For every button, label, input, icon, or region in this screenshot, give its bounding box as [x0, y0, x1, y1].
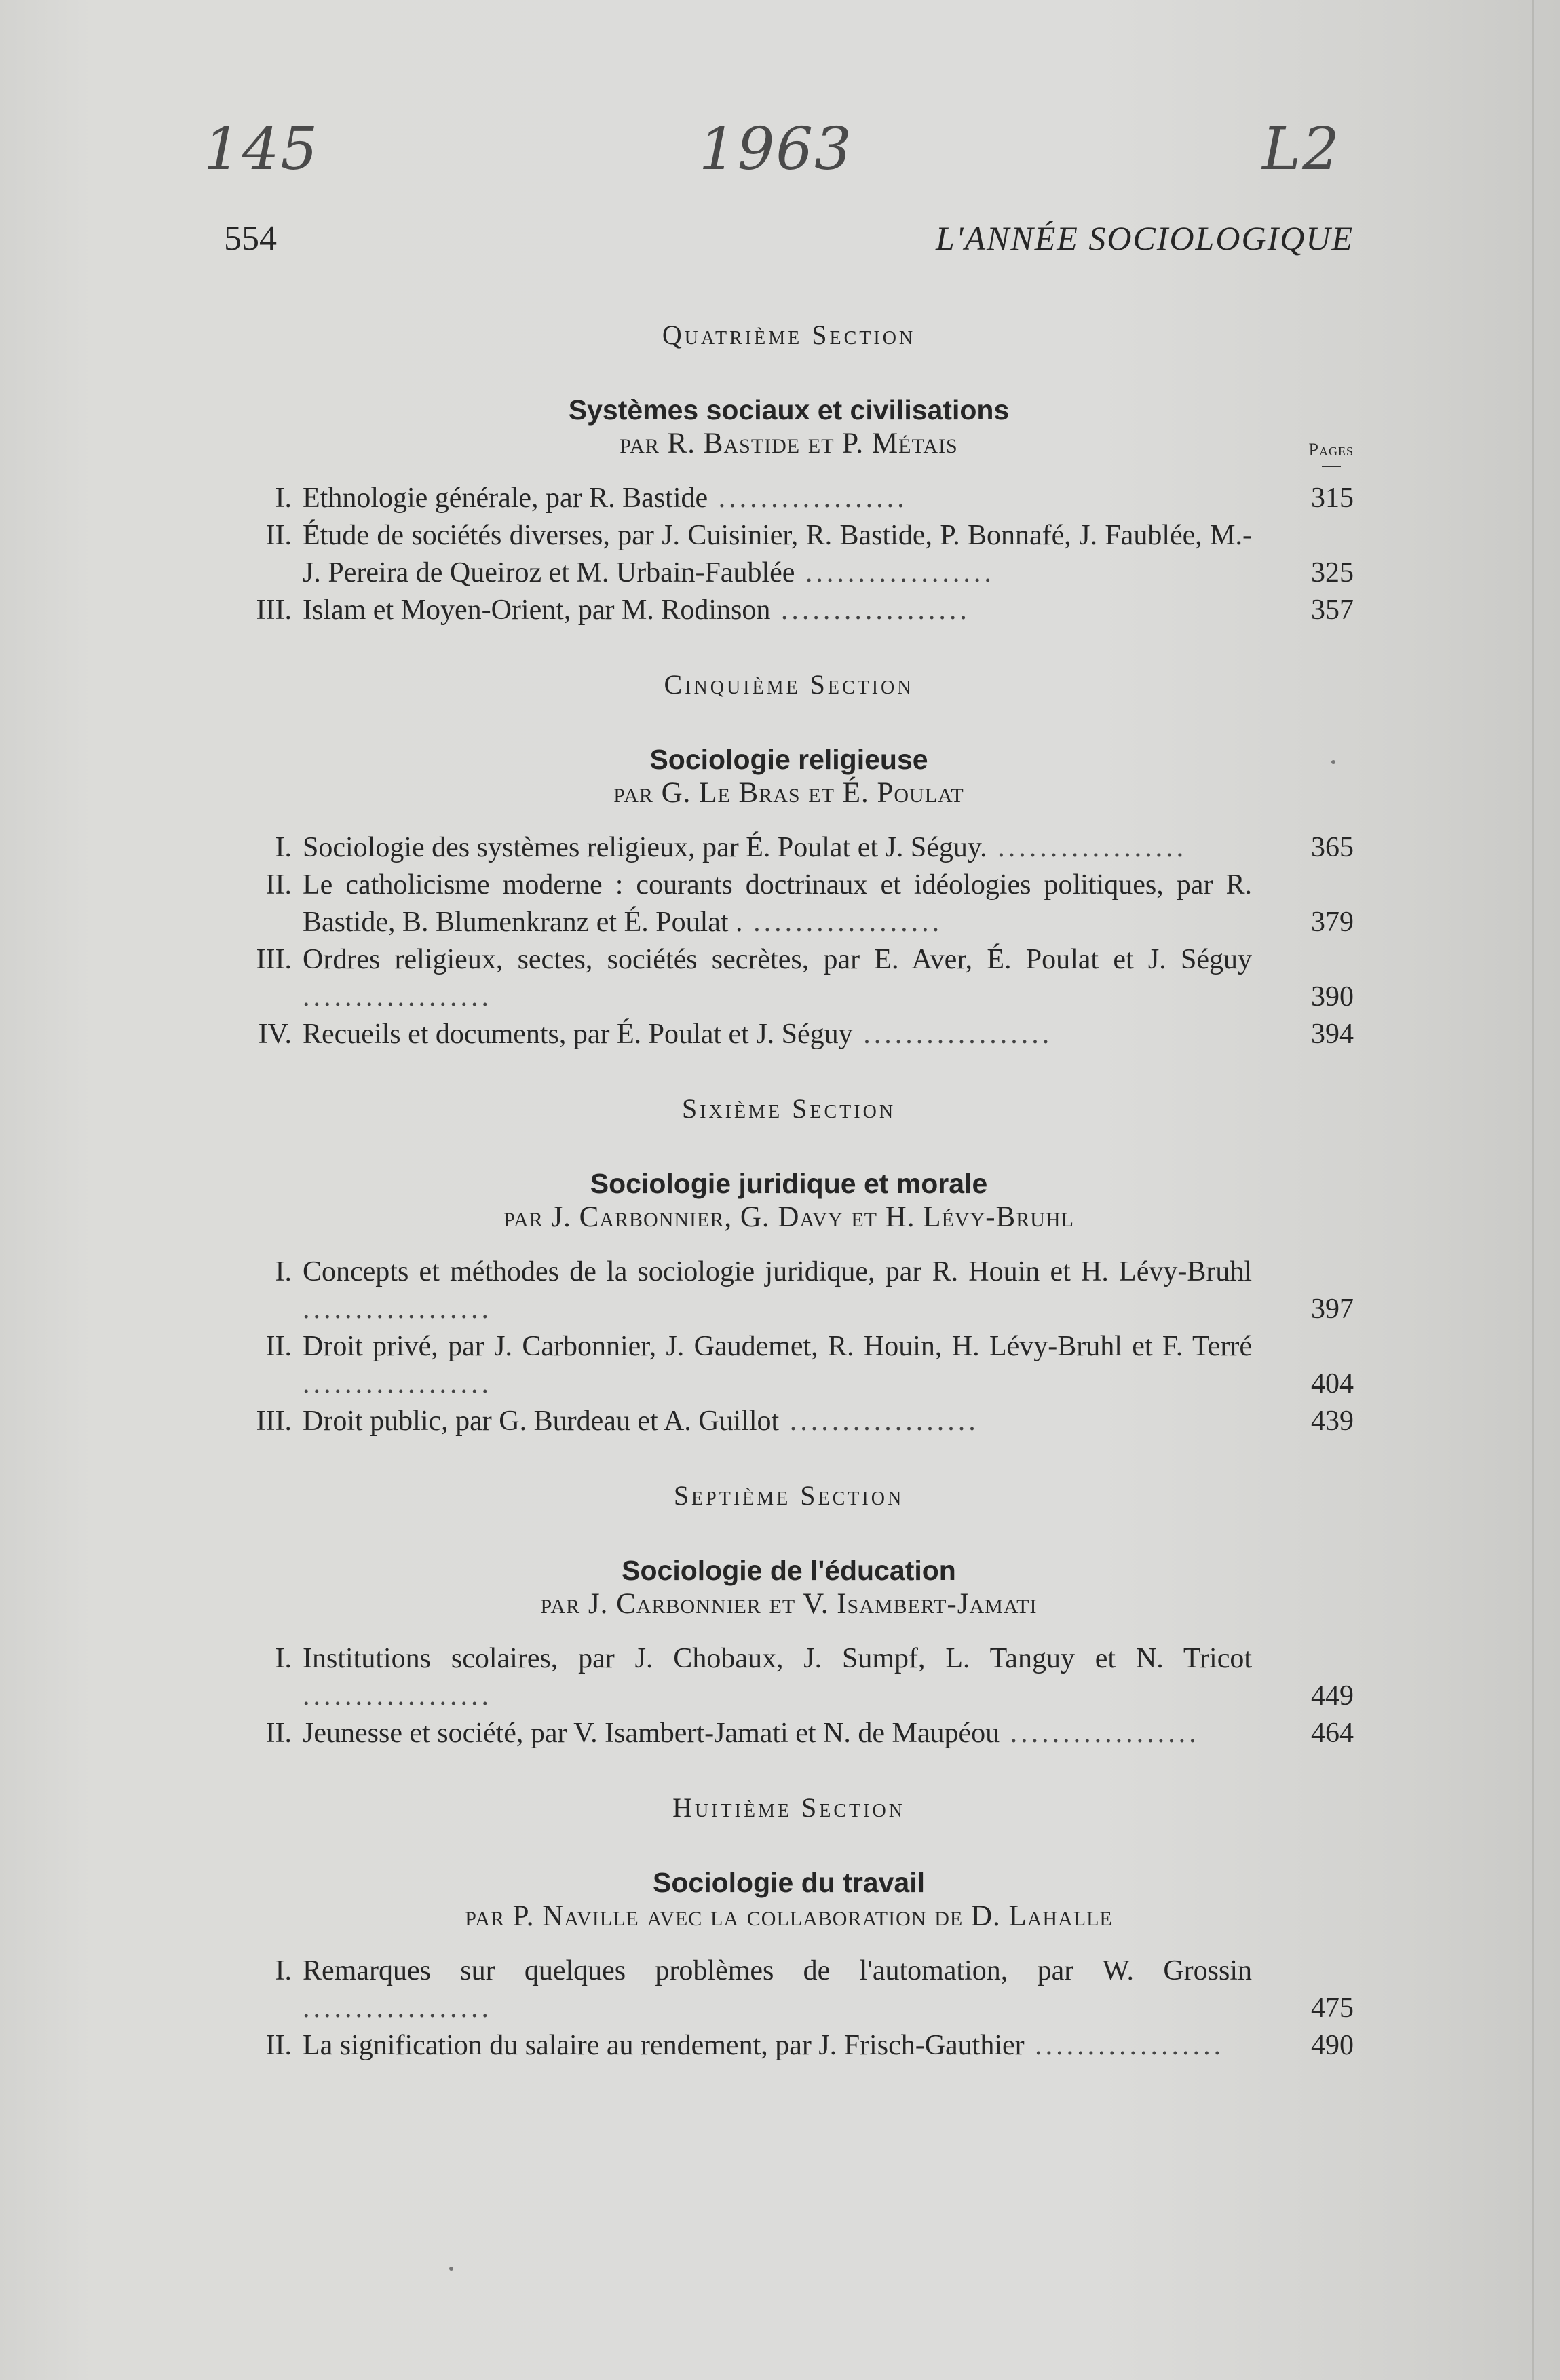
- toc-entry: [224, 867, 1354, 941]
- entry-page-number: 475: [1311, 1992, 1354, 2024]
- entry-page-number: 404: [1311, 1368, 1354, 1399]
- entry-title: [303, 941, 1266, 1016]
- entry-numeral: III.: [256, 1405, 292, 1437]
- leader-dots: ..................: [1024, 2030, 1225, 2061]
- section-title: Huitième Section: [672, 1792, 905, 1823]
- toc-entry: [224, 2027, 1354, 2064]
- entry-numeral: III.: [256, 594, 292, 626]
- entry-page-number: 315: [1311, 483, 1354, 514]
- section-subject: Systèmes sociaux et civilisations: [568, 394, 1010, 426]
- section-title: Septième Section: [673, 1480, 905, 1511]
- entry-page-number: 390: [1311, 981, 1354, 1013]
- toc-entry: [224, 1253, 1354, 1328]
- running-title: L'ANNÉE SOCIOLOGIQUE: [936, 219, 1354, 257]
- entry-title: [303, 592, 1266, 629]
- toc-section: [224, 668, 1354, 1053]
- toc-entry: [224, 592, 1354, 629]
- leader-dots: ..................: [742, 907, 943, 938]
- entry-title-text: Jeunesse et société, par V. Isambert-Jamati et N. de Maupéou: [303, 1718, 1000, 1749]
- toc-section: [224, 1093, 1354, 1440]
- section-title: Cinquième Section: [664, 669, 914, 700]
- leader-dots: ..................: [303, 1368, 492, 1399]
- entry-title: [303, 2027, 1266, 2064]
- entry-title-text: Remarques sur quelques problèmes de l'automation, par W. Grossin: [303, 1955, 1252, 1986]
- toc-entry: [224, 480, 1354, 517]
- section-title: Quatrième Section: [662, 320, 916, 350]
- entry-title-text: Étude de sociétés diverses, par J. Cuisinier, R. Bastide, P. Bonnafé, J. Faublée, M.-J. Pereira de Queiroz et M. Urbain-Faublée: [303, 520, 1252, 588]
- leader-dots: ..................: [1000, 1718, 1200, 1749]
- entry-numeral: II.: [265, 1331, 292, 1362]
- entry-title-text: Sociologie des systèmes religieux, par É. Poulat et J. Séguy.: [303, 832, 987, 863]
- scan-speck: [449, 2267, 453, 2271]
- entry-title-text: Droit public, par G. Burdeau et A. Guillot: [303, 1405, 780, 1437]
- entry-title-text: Islam et Moyen-Orient, par M. Rodinson: [303, 594, 771, 626]
- section-subject: Sociologie du travail: [653, 1867, 925, 1898]
- section-subject: Sociologie juridique et morale: [590, 1168, 988, 1199]
- entry-page-number: 464: [1311, 1718, 1354, 1749]
- scan-speck: [1331, 760, 1335, 764]
- entry-title: [303, 1403, 1266, 1440]
- entry-numeral: II.: [265, 1718, 292, 1749]
- toc-entry: [224, 517, 1354, 592]
- entry-numeral: I.: [275, 1256, 292, 1287]
- pages-column-label: Pages: [1309, 440, 1354, 467]
- entry-title: [303, 867, 1266, 941]
- leader-dots: ..................: [303, 981, 492, 1013]
- toc-entry: [224, 829, 1354, 867]
- leader-dots: ..................: [987, 832, 1187, 863]
- toc-section: [224, 1479, 1354, 1752]
- toc-entry: [224, 1016, 1354, 1053]
- leader-dots: ..................: [303, 1680, 492, 1712]
- entry-title: [303, 1715, 1266, 1752]
- entry-page-number: 490: [1311, 2030, 1354, 2061]
- leader-dots: ..................: [770, 594, 970, 626]
- toc-entry: [224, 941, 1354, 1016]
- page-header: [224, 219, 1354, 273]
- section-subject: Sociologie religieuse: [649, 744, 928, 775]
- entry-numeral: IV.: [258, 1019, 292, 1050]
- entry-title: [303, 480, 1266, 517]
- section-authors: par J. Carbonnier et V. Isambert-Jamati: [540, 1588, 1038, 1620]
- entry-page-number: 325: [1311, 557, 1354, 588]
- toc-entry: [224, 1952, 1354, 2027]
- entry-page-number: 439: [1311, 1405, 1354, 1437]
- section-authors: par J. Carbonnier, G. Davy et H. Lévy-Bruhl: [503, 1201, 1074, 1233]
- section-authors: par R. Bastide et P. Métais: [620, 428, 958, 459]
- entry-title-text: Droit privé, par J. Carbonnier, J. Gaudemet, R. Houin, H. Lévy-Bruhl et F. Terré: [303, 1331, 1252, 1362]
- leader-dots: ..................: [852, 1019, 1053, 1050]
- entry-numeral: II.: [265, 520, 292, 551]
- handwritten-mark-right: L2: [1262, 115, 1341, 183]
- entry-numeral: II.: [265, 2030, 292, 2061]
- leader-dots: ..................: [708, 483, 908, 514]
- entry-title-text: Institutions scolaires, par J. Chobaux, J. Sumpf, L. Tanguy et N. Tricot: [303, 1643, 1252, 1674]
- entry-page-number: 357: [1311, 594, 1354, 626]
- entry-numeral: I.: [275, 832, 292, 863]
- leader-dots: ..................: [303, 1992, 492, 2024]
- entry-title: [303, 1952, 1266, 2027]
- entry-title: [303, 517, 1266, 592]
- entry-page-number: 449: [1311, 1680, 1354, 1712]
- entry-title-text: Ordres religieux, sectes, sociétés secrètes, par E. Aver, É. Poulat et J. Séguy: [303, 944, 1252, 975]
- entry-title: [303, 1640, 1266, 1715]
- handwritten-mark-center: 1963: [699, 115, 853, 183]
- entry-title-text: Ethnologie générale, par R. Bastide: [303, 483, 708, 514]
- entry-numeral: I.: [275, 1643, 292, 1674]
- section-authors: par P. Naville avec la collaboration de D. Lahalle: [465, 1900, 1113, 1932]
- toc-section: [224, 319, 1354, 629]
- leader-dots: ..................: [795, 557, 995, 588]
- page-number: 554: [224, 219, 277, 258]
- table-of-contents: [224, 319, 1354, 2104]
- toc-entry: [224, 1328, 1354, 1403]
- entry-title-text: Concepts et méthodes de la sociologie juridique, par R. Houin et H. Lévy-Bruhl: [303, 1256, 1252, 1287]
- section-subject: Sociologie de l'éducation: [622, 1555, 956, 1586]
- entry-title: [303, 1328, 1266, 1403]
- entry-page-number: 394: [1311, 1019, 1354, 1050]
- entry-numeral: II.: [265, 869, 292, 901]
- entry-page-number: 365: [1311, 832, 1354, 863]
- toc-entry: [224, 1403, 1354, 1440]
- section-title: Sixième Section: [681, 1093, 896, 1124]
- entry-page-number: 379: [1311, 907, 1354, 938]
- section-authors: par G. Le Bras et É. Poulat: [613, 777, 964, 809]
- leader-dots: ..................: [303, 1293, 492, 1325]
- toc-entry: [224, 1715, 1354, 1752]
- entry-title: [303, 829, 1266, 867]
- entry-title: [303, 1016, 1266, 1053]
- entry-numeral: I.: [275, 483, 292, 514]
- page-edge-shadow: [1532, 0, 1534, 2380]
- handwritten-mark-left: 145: [204, 115, 320, 183]
- toc-section: [224, 1792, 1354, 2064]
- section-list: [224, 319, 1354, 2064]
- entry-page-number: 397: [1311, 1293, 1354, 1325]
- toc-entry: [224, 1640, 1354, 1715]
- entry-title-text: Recueils et documents, par É. Poulat et J. Séguy: [303, 1019, 853, 1050]
- leader-dots: ..................: [779, 1405, 979, 1437]
- entry-title-text: La signification du salaire au rendement, par J. Frisch-Gauthier: [303, 2030, 1025, 2061]
- entry-numeral: III.: [256, 944, 292, 975]
- entry-title-text: Le catholicisme moderne : courants doctrinaux et idéologies politiques, par R. Bastide, B. Blumenkranz et É. Poulat .: [303, 869, 1252, 938]
- entry-title: [303, 1253, 1266, 1328]
- entry-numeral: I.: [275, 1955, 292, 1986]
